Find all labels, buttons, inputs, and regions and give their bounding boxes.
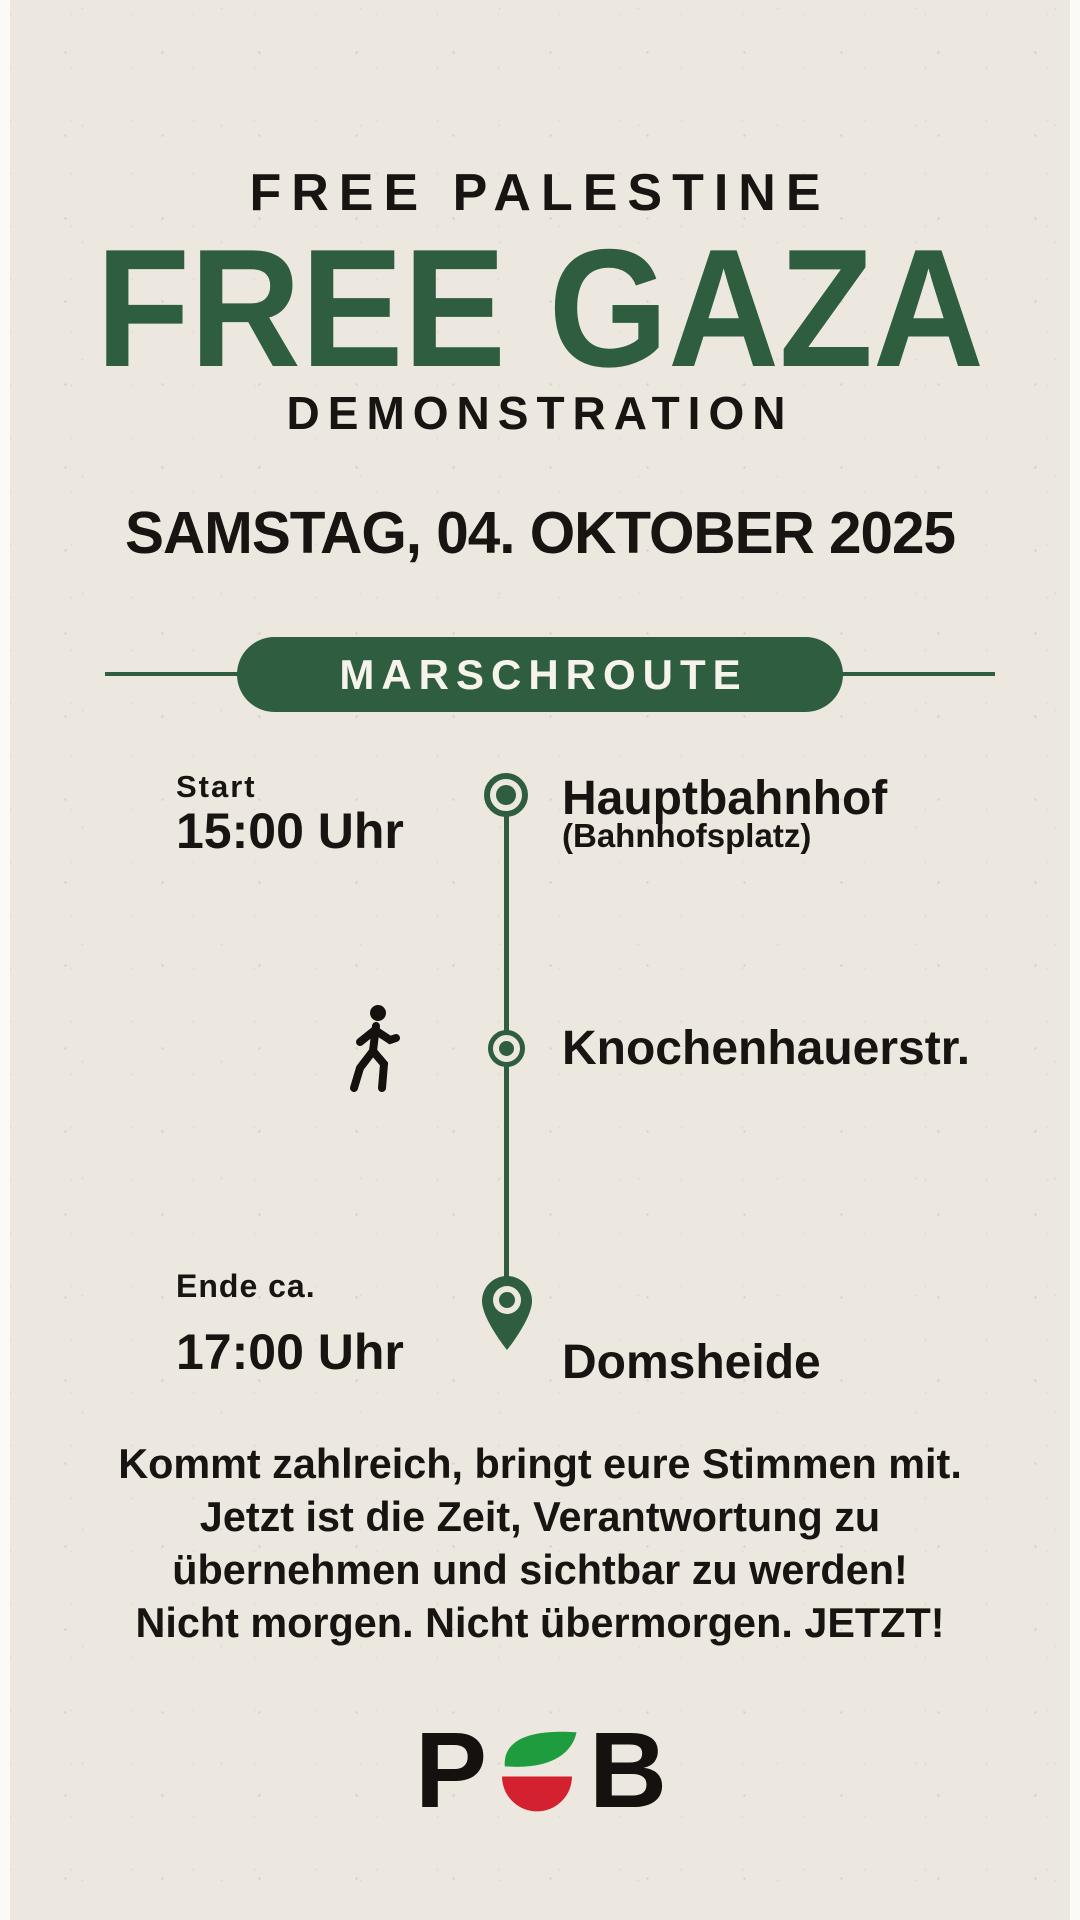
stop-time: 17:00 Uhr [176,1324,404,1380]
call-to-action [18,1437,1062,1649]
logo-letter-p: P [414,1709,486,1830]
circle-marker-icon [488,1030,525,1067]
subheadline: DEMONSTRATION [286,387,794,439]
stop-name: Hauptbahnhof [562,772,888,825]
demonstration-poster [10,0,1070,1920]
stop-detail: (Bahnhofsplatz) [562,817,812,854]
stop-name: Domsheide [562,1336,821,1389]
stop-time-label: Start [176,769,257,804]
watermelon-leaf-icon [491,1724,583,1816]
organizer-logo [10,1709,1070,1830]
stop-time: 15:00 Uhr [176,803,404,859]
event-date: SAMSTAG, 04. OKTOBER 2025 [124,500,956,566]
logo-letter-b: B [589,1709,666,1830]
stop-time-label: Ende ca. [176,1268,316,1304]
destination-pin-icon [482,1276,532,1352]
headline-text: FREE GAZA [96,243,984,373]
stop-name: Knochenhauerstr. [562,1022,971,1075]
message-line: Nicht morgen. Nicht übermorgen. JETZT! [135,1599,945,1646]
walking-person-icon [346,1004,402,1094]
eyebrow-title: FREE PALESTINE [249,164,831,222]
section-badge-label: MARSCHROUTE [339,650,748,698]
message-line: Kommt zahlreich, bringt eure Stimmen mit. [118,1440,962,1487]
marker-dot [496,785,516,805]
message-line: übernehmen und sichtbar zu werden! [172,1546,908,1593]
circle-marker-icon [484,773,528,817]
marker-dot [499,1041,514,1056]
section-badge [237,637,843,712]
message-line: Jetzt ist die Zeit, Verantwortung zu [199,1493,881,1540]
main-headline [10,243,1070,373]
